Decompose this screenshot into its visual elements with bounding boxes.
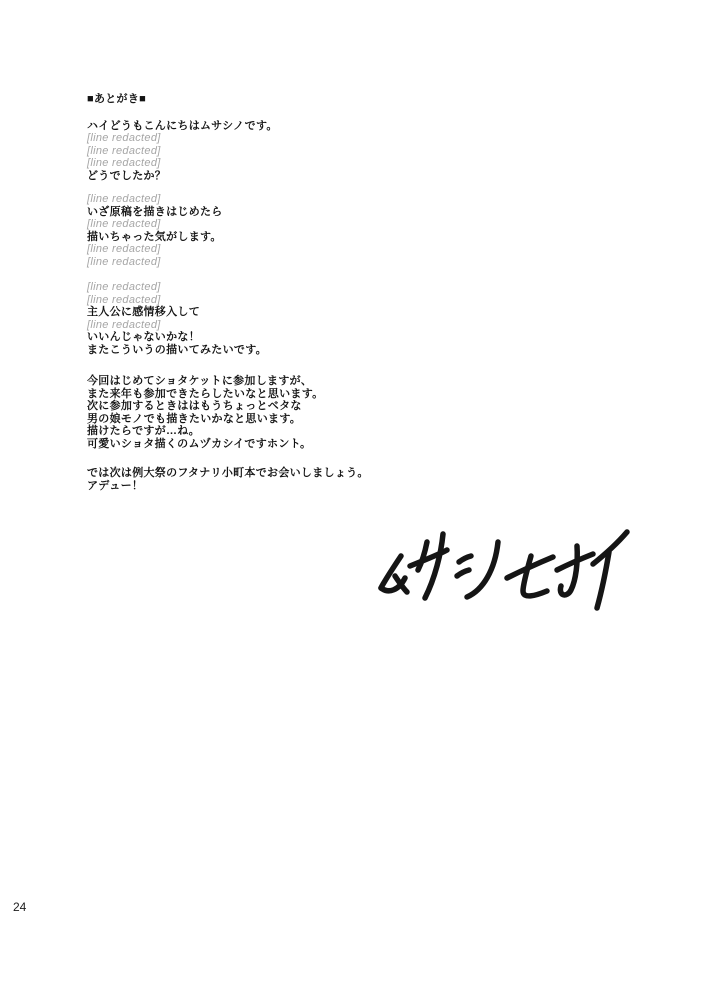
redacted-text-line: [line redacted] (87, 157, 161, 169)
redacted-text-line: [line redacted] (87, 144, 161, 157)
text-line: 描いちゃった気がします。 (87, 230, 222, 243)
redacted-text-line: [line redacted] (87, 293, 161, 306)
redacted-text-line: [line redacted] (87, 132, 161, 144)
text-line: またこういうの描いてみたいです。 (87, 343, 267, 356)
artist-signature (355, 512, 645, 632)
signature-strokes (355, 512, 645, 632)
text-line: 可愛いショタ描くのムヅカシイですホント。 (87, 437, 312, 450)
text-line: 主人公に感情移入して (87, 306, 200, 318)
redacted-text-line: [line redacted] (87, 243, 161, 255)
text-line: どうでしたか？ (87, 169, 167, 182)
redacted-text-line: [line redacted] (87, 218, 161, 230)
text-line: 今回はじめてショタケットに参加しますが、 (87, 375, 313, 387)
text-line: ハイどうもこんにちはムサシノです。 (87, 119, 278, 132)
redacted-text-line: [line redacted] (87, 193, 161, 205)
afterword-paragraph-4 (87, 375, 647, 450)
page-number: 24 (13, 900, 27, 914)
afterword-section (87, 93, 647, 492)
afterword-paragraph-3 (87, 281, 647, 356)
redacted-text-line: [line redacted] (87, 255, 161, 268)
text-line: 男の娘モノでも描きたいかなと思います。 (87, 412, 302, 425)
text-line: いざ原稿を描きはじめたら (87, 205, 223, 218)
text-line: また来年も参加できたらしたいなと思います。 (87, 387, 324, 400)
text-line: アデュー！ (87, 479, 144, 492)
afterword-heading: ■あとがき■ (87, 93, 147, 105)
redacted-text-line: [line redacted] (87, 281, 161, 293)
text-line: 描けたらですが…ね。 (87, 425, 200, 437)
text-line: では次は例大祭のフタナリ小町本でお会いしましょう。 (87, 467, 369, 479)
afterword-paragraph-2 (87, 193, 647, 268)
afterword-paragraph-1 (87, 120, 647, 183)
redacted-text-line: [line redacted] (87, 318, 161, 331)
text-line: いいんじゃないかな！ (87, 331, 200, 343)
text-line: 次に参加するときははもうちょっとベタな (87, 400, 302, 412)
afterword-paragraph-5 (87, 467, 647, 492)
